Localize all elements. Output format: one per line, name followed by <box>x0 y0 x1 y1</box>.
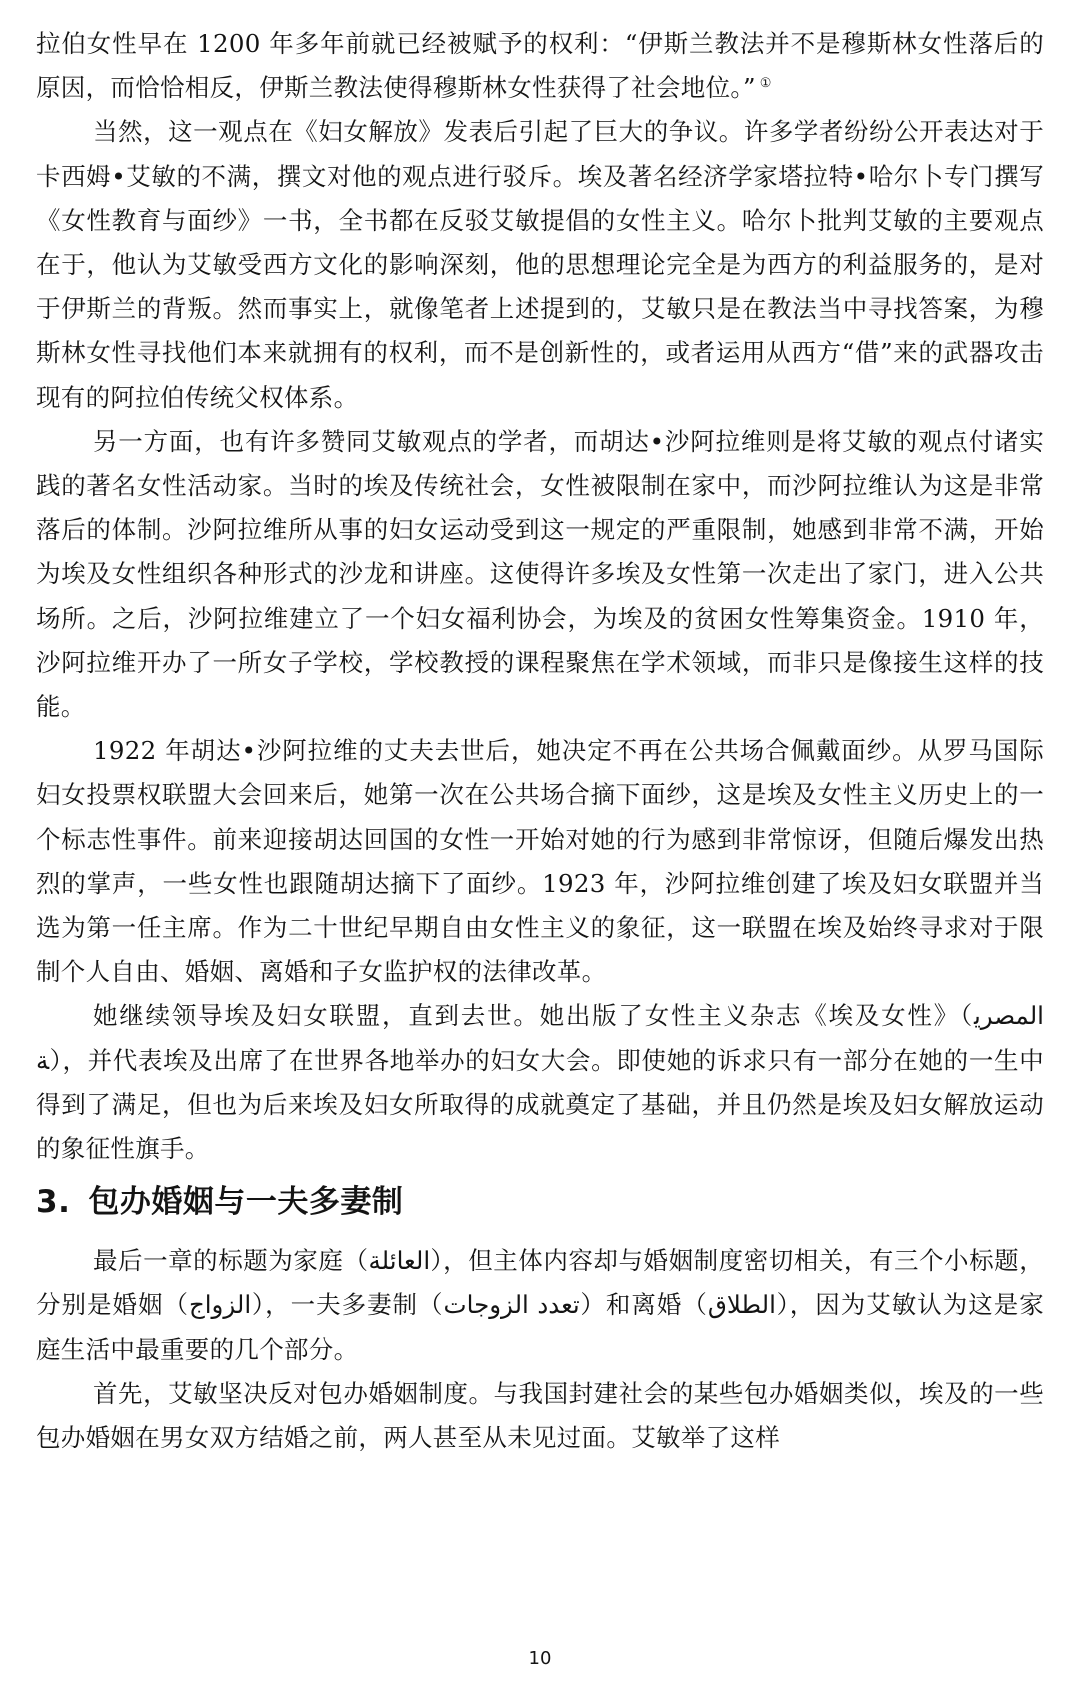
paragraph-continued <box>36 22 1044 110</box>
section-heading <box>36 1175 1044 1229</box>
paragraph: 最后一章的标题为家庭（العائلة），但主体内容却与婚姻制度密切相关，有三个小标题，分别是婚姻（الزواج），一夫多妻制（تعدد الزوجات）和离婚（الطلاق），因为艾敏认为这是家庭生活中最重要的几个部分。 <box>36 1246 1044 1364</box>
paragraph-text: 拉伯女性早在 1200 年多年前就已经被赋予的权利：“伊斯兰教法并不是穆斯林女性落后的原因，而恰恰相反，伊斯兰教法使得穆斯林女性获得了社会地位。” <box>36 29 1044 103</box>
paragraph: 1922 年胡达•沙阿拉维的丈夫去世后，她决定不再在公共场合佩戴面纱。从罗马国际妇女投票权联盟大会回来后，她第一次在公共场合摘下面纱，这是埃及女性主义历史上的一个标志性事件。前来迎接胡达回国的女性一开始对她的行为感到非常惊讶，但随后爆发出热烈的掌声，一些女性也跟随胡达摘下了面纱。1923 年，沙阿拉维创建了埃及妇女联盟并当选为第一任主席。作为二十世纪早期自由女性主义的象征，这一联盟在埃及始终寻求对于限制个人自由、婚姻、离婚和子女监护权的法律改革。 <box>36 736 1044 987</box>
page-number: 10 <box>528 1648 552 1669</box>
document-page <box>36 22 1044 1460</box>
paragraph: 首先，艾敏坚决反对包办婚姻制度。与我国封建社会的某些包办婚姻类似，埃及的一些包办婚姻在男女双方结婚之前，两人甚至从未见过面。艾敏举了这样 <box>36 1378 1044 1453</box>
paragraph: 另一方面，也有许多赞同艾敏观点的学者，而胡达•沙阿拉维则是将艾敏的观点付诸实践的著名女性活动家。当时的埃及传统社会，女性被限制在家中，而沙阿拉维认为这是非常落后的体制。沙阿拉维所从事的妇女运动受到这一规定的严重限制，她感到非常不满，开始为埃及女性组织各种形式的沙龙和讲座。这使得许多埃及女性第一次走出了家门，进入公共场所。之后，沙阿拉维建立了一个妇女福利协会，为埃及的贫困女性筹集资金。1910 年，沙阿拉维开办了一所女子学校，学校教授的课程聚焦在学术领域，而非只是像接生这样的技能。 <box>36 426 1044 722</box>
section-title: 包办婚姻与一夫多妻制 <box>88 1184 404 1221</box>
paragraph: 当然，这一观点在《妇女解放》发表后引起了巨大的争议。许多学者纷纷公开表达对于卡西姆•艾敏的不满，撰文对他的观点进行驳斥。埃及著名经济学家塔拉特•哈尔卜专门撰写《女性教育与面纱》一书，全书都在反驳艾敏提倡的女性主义。哈尔卜批判艾敏的主要观点在于，他认为艾敏受西方文化的影响深刻，他的思想理论完全是为西方的利益服务的，是对于伊斯兰的背叛。然而事实上，就像笔者上述提到的，艾敏只是在教法当中寻找答案，为穆斯林女性寻找他们本来就拥有的权利，而不是创新性的，或者运用从西方“借”来的武器攻击现有的阿拉伯传统父权体系。 <box>36 117 1044 412</box>
section-number: 3. <box>36 1184 71 1221</box>
footnote-reference[interactable]: ① <box>759 76 772 92</box>
paragraph: 她继续领导埃及妇女联盟，直到去世。她出版了女性主义杂志《埃及女性》（المصرية），并代表埃及出席了在世界各地举办的妇女大会。即使她的诉求只有一部分在她的一生中得到了满足，但也为后来埃及妇女所取得的成就奠定了基础，并且仍然是埃及妇女解放运动的象征性旗手。 <box>36 1001 1044 1164</box>
